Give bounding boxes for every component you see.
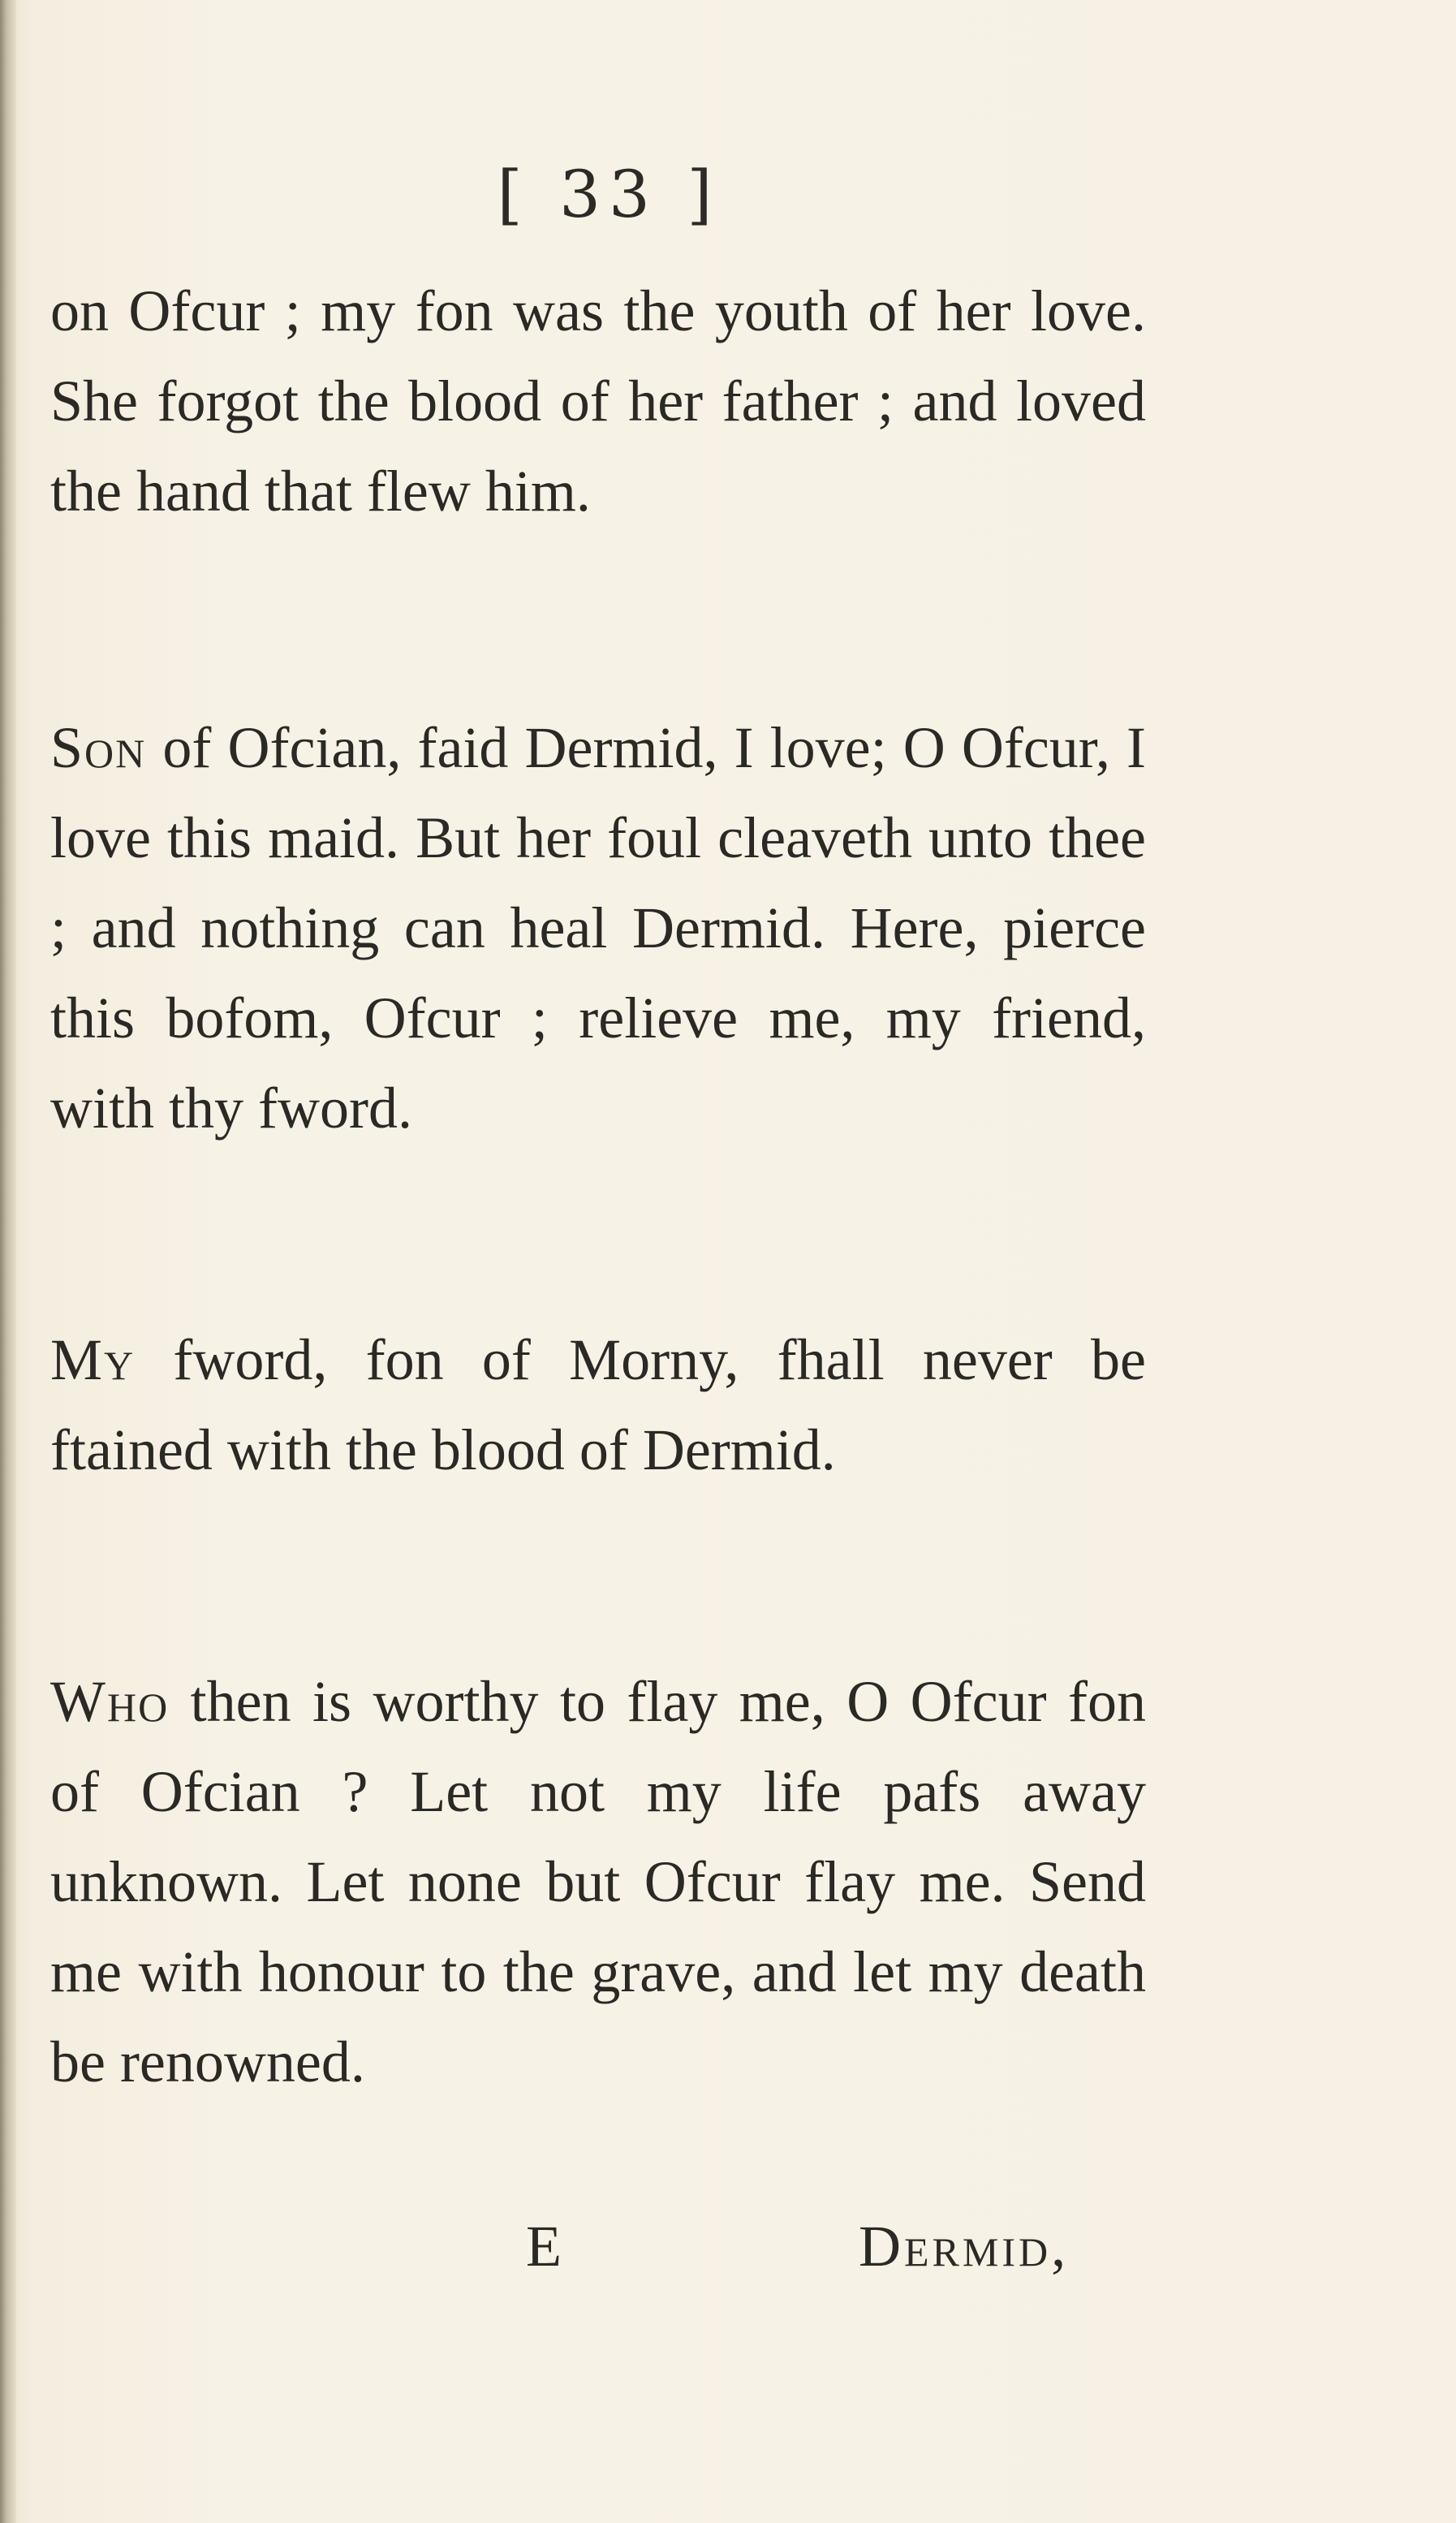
paragraph-2: [50, 703, 1146, 1154]
page-gutter: [0, 0, 16, 2523]
paragraph-2-lead: Son: [50, 715, 147, 780]
paragraph-4: [50, 1657, 1146, 2107]
signature-mark: E: [526, 2214, 562, 2279]
paragraph-1: [50, 266, 1146, 537]
catchword: Dermid,: [859, 2214, 1070, 2279]
paragraph-4-text: then is worthy to flay me, O Ofcur fon of Ofcian ? Let not my life pafs away unknown. Let none but Ofcur flay me. Send me with honour to the grave, and let my death be renowned.: [50, 1669, 1146, 2094]
paragraph-4-lead: Who: [50, 1669, 170, 1734]
paragraph-3: [50, 1315, 1146, 1495]
page-number-header: [ 33 ]: [497, 157, 721, 232]
paragraph-2-text: of Ofcian, faid Dermid, I love; O Ofcur, I love this maid. But her foul cleaveth unto thee ; and nothing can heal Dermid. Here, pierce this bofom, Ofcur ; relieve me, my friend, with thy fword.: [50, 715, 1146, 1141]
paragraph-1-text: on Ofcur ; my fon was the youth of her love. She forgot the blood of her father ; and loved the hand that flew him.: [50, 278, 1146, 524]
paragraph-3-lead: My: [50, 1327, 136, 1392]
paragraph-3-text: fword, fon of Morny, fhall never be ftained with the blood of Dermid.: [50, 1327, 1146, 1482]
